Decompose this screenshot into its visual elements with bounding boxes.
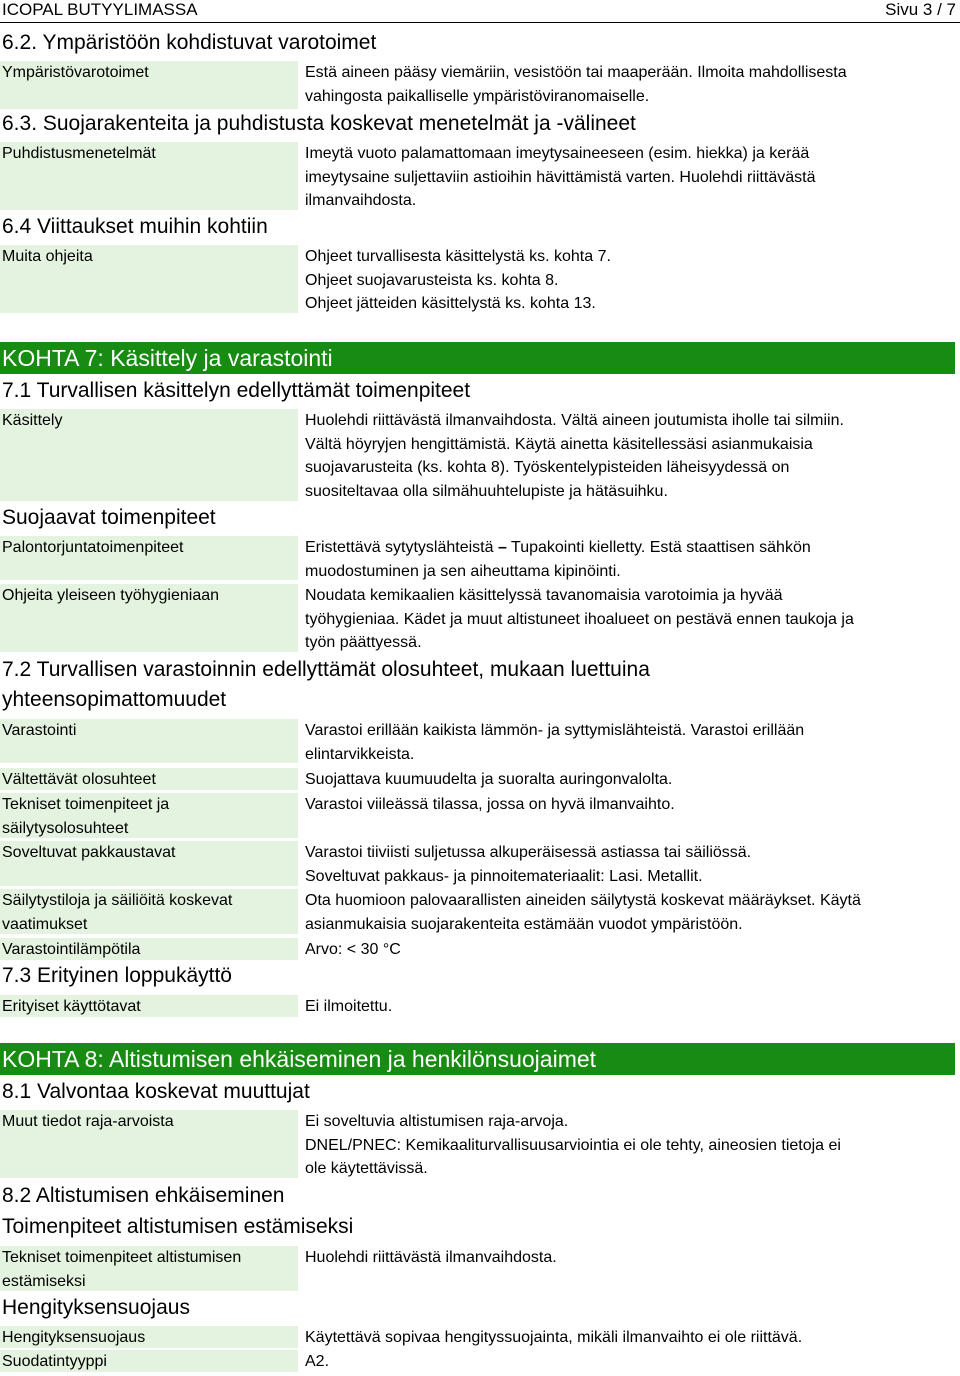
heading-line: 7.2 Turvallisen varastoinnin edellyttämät olosuhteet, mukaan luettuina [2, 658, 650, 681]
value-kasittely [305, 409, 925, 503]
value-muut-tiedot [305, 1110, 925, 1181]
label-varastointi: Varastointi [0, 719, 298, 763]
label-tekniset-altistuminen [0, 1246, 298, 1291]
text-fragment: Eristettävä sytytyslähteistä [305, 539, 494, 556]
document-title: ICOPAL BUTYYLIMASSA [2, 0, 198, 19]
text-line: muodostuminen ja sen aiheuttama kipinöinti. [305, 562, 621, 580]
value-tekniset-altistuminen: Huolehdi riittävästä ilmanvaihdosta. [305, 1249, 557, 1266]
label-tyohygienia: Ohjeita yleiseen työhygieniaan [0, 584, 298, 652]
page-number: Sivu 3 / 7 [885, 0, 956, 19]
value-hengityksensuojaus: Käytettävä sopivaa hengityssuojainta, mikäli ilmanvaihto ei ole riittävä. [305, 1329, 803, 1346]
label-line: vaatimukset [2, 915, 88, 933]
text-line: työn päättyessä. [305, 634, 422, 651]
value-palontorjunta [305, 536, 925, 583]
text-line: Soveltuvat pakkaus- ja pinnoitemateriaalit: Lasi. Metallit. [305, 867, 703, 885]
heading-6-3: 6.3. Suojarakenteita ja puhdistusta koskevat menetelmät ja -välineet [2, 112, 636, 135]
value-ymparistovarotoimet [305, 61, 925, 108]
text-line: vahingosta paikalliselle ympäristöviranomaiselle. [305, 87, 650, 105]
text-line: DNEL/PNEC: Kemikaaliturvallisuusarviointia ei ole tehty, aineosien tietoja ei [305, 1136, 841, 1154]
label-line: säilytysolosuhteet [2, 819, 129, 837]
label-varastointilampotila: Varastointilämpötila [0, 938, 298, 960]
label-pakkaustavat: Soveltuvat pakkaustavat [0, 841, 298, 886]
heading-8-1: 8.1 Valvontaa koskevat muuttujat [2, 1080, 310, 1103]
text-line: työhygieniaa. Kädet ja muut altistuneet ihoalueet on pestävä ennen taukoja ja [305, 610, 854, 628]
value-varastointilampotila: Arvo: < 30 °C [305, 941, 401, 958]
text-line: Estä aineen pääsy viemäriin, vesistöön tai maaperään. Ilmoita mahdollisesta [305, 64, 847, 81]
text-line: Suojattava kuumuudelta ja suoralta auringonvalolta. [305, 771, 673, 788]
value-tekniset-toimenpiteet [305, 793, 925, 817]
label-puhdistusmenetelmat: Puhdistusmenetelmät [0, 142, 298, 210]
label-line: Tekniset toimenpiteet ja [2, 796, 170, 813]
value-puhdistusmenetelmat [305, 142, 925, 213]
value-suodatintyyppi: A2. [305, 1353, 330, 1370]
text-line: asianmukaisia suojarakenteita estämään vuodot ympäristöön. [305, 915, 743, 933]
heading-6-4: 6.4 Viittaukset muihin kohtiin [2, 215, 268, 238]
value-varastointi [305, 719, 925, 766]
text-line: Varastoi erillään kaikista lämmön- ja syttymislähteistä. Varastoi erillään [305, 722, 805, 739]
header-rule [0, 22, 960, 23]
heading-7-2 [2, 655, 650, 715]
heading-hengityksensuojaus: Hengityksensuojaus [2, 1296, 190, 1319]
text-line: Vältä höyryjen hengittämistä. Käytä ainetta käsitellessäsi asianmukaisia [305, 435, 813, 453]
text-line: elintarvikkeista. [305, 745, 415, 763]
text-line: Ohjeet suojavarusteista ks. kohta 8. [305, 271, 559, 289]
text-line: ilmanvaihdosta. [305, 192, 417, 209]
label-hengityksensuojaus: Hengityksensuojaus [0, 1326, 298, 1348]
heading-8-2: 8.2 Altistumisen ehkäiseminen [2, 1184, 285, 1207]
text-line: Huolehdi riittävästä ilmanvaihdosta. Vältä aineen joutumista iholle tai silmiin. [305, 412, 844, 429]
heading-suojaavat-toimenpiteet: Suojaavat toimenpiteet [2, 506, 216, 529]
label-suodatintyyppi: Suodatintyyppi [0, 1350, 298, 1372]
text-fragment: Tupakointi kielletty. Estä staattisen sähkön [511, 539, 811, 556]
value-sailytystilat [305, 889, 925, 936]
text-line [305, 536, 925, 560]
heading-7-1: 7.1 Turvallisen käsittelyn edellyttämät toimenpiteet [2, 379, 471, 402]
label-erityiset-kayttotavat: Erityiset käyttötavat [0, 995, 298, 1017]
text-line: Varastoi viileässä tilassa, jossa on hyvä ilmanvaihto. [305, 796, 675, 813]
dash: – [497, 539, 507, 556]
text-line: Ohjeet turvallisesta käsittelystä ks. kohta 7. [305, 248, 611, 265]
section-8-band: KOHTA 8: Altistumisen ehkäiseminen ja henkilönsuojaimet [0, 1043, 955, 1075]
value-valtettavat-olosuhteet [305, 768, 925, 792]
text-line: Ota huomioon palovaarallisten aineiden säilytystä koskevat määräykset. Käytä [305, 892, 861, 909]
heading-7-3: 7.3 Erityinen loppukäyttö [2, 964, 232, 987]
label-tekniset-toimenpiteet [0, 793, 298, 838]
heading-toimenpiteet-altistumisen-estamiseksi: Toimenpiteet altistumisen estämiseksi [2, 1215, 354, 1238]
label-ymparistovarotoimet: Ympäristövarotoimet [0, 61, 298, 109]
section-7-band: KOHTA 7: Käsittely ja varastointi [0, 342, 955, 374]
label-palontorjunta: Palontorjuntatoimenpiteet [0, 536, 298, 580]
text-line: Ei soveltuvia altistumisen raja-arvoja. [305, 1113, 569, 1130]
label-line: Tekniset toimenpiteet altistumisen [2, 1249, 242, 1266]
value-erityiset-kayttotavat: Ei ilmoitettu. [305, 998, 393, 1015]
label-muut-tiedot: Muut tiedot raja-arvoista [0, 1110, 298, 1178]
heading-6-2: 6.2. Ympäristöön kohdistuvat varotoimet [2, 31, 377, 54]
label-kasittely: Käsittely [0, 409, 298, 501]
text-line: Varastoi tiiviisti suljetussa alkuperäisessä astiassa tai säiliössä. [305, 844, 752, 861]
text-line: ole käytettävissä. [305, 1160, 428, 1177]
label-sailytystilat [0, 889, 298, 934]
value-muita-ohjeita [305, 245, 925, 316]
label-muita-ohjeita: Muita ohjeita [0, 245, 298, 313]
text-line: Noudata kemikaalien käsittelyssä tavanomaisia varotoimia ja hyvää [305, 587, 783, 604]
label-line: Säilytystiloja ja säiliöitä koskevat [2, 892, 233, 909]
label-line: estämiseksi [2, 1272, 86, 1290]
text-line: suojavarusteita (ks. kohta 8). Työskentelypisteiden läheisyydessä on [305, 459, 790, 476]
value-pakkaustavat [305, 841, 925, 888]
value-tyohygienia [305, 584, 925, 655]
text-line: imeytysaine suljettaviin astioihin hävittämistä varten. Huolehdi riittävästä [305, 168, 816, 186]
label-valtettavat-olosuhteet: Vältettävät olosuhteet [0, 768, 298, 790]
text-line: suositeltavaa olla silmähuuhtelupiste ja hätäsuihku. [305, 482, 668, 500]
text-line: Imeytä vuoto palamattomaan imeytysaineeseen (esim. hiekka) ja kerää [305, 145, 810, 162]
text-line: Ohjeet jätteiden käsittelystä ks. kohta 13. [305, 295, 596, 312]
heading-line: yhteensopimattomuudet [2, 688, 227, 711]
